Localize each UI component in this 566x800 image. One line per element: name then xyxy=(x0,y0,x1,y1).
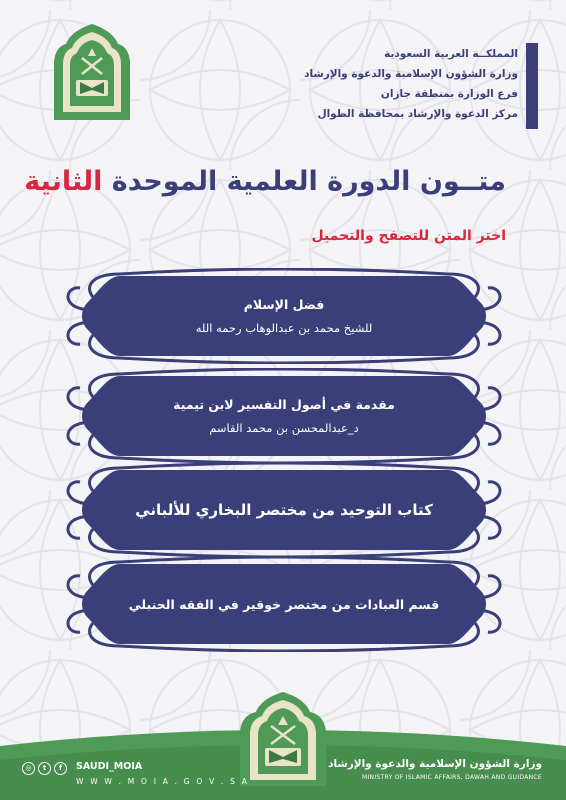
card-qism-al-ibadat[interactable] xyxy=(60,556,508,652)
card-text xyxy=(100,556,468,652)
card-title: كتاب التوحيد من مختصر البخاري للألباني xyxy=(135,501,433,519)
card-kitab-al-tawhid[interactable] xyxy=(60,462,508,558)
social-icons xyxy=(22,762,67,775)
page-subtitle: اختر المتن للتصفح والتحميل xyxy=(311,228,506,244)
footer-ministry-ar: وزارة الشؤون الإسلامية والدعوة والإرشاد xyxy=(328,758,542,770)
header-line-ministry: وزارة الشؤون الإسلامية والدعوة والإرشاد xyxy=(304,68,518,80)
facebook-icon[interactable]: f xyxy=(54,762,67,775)
website-url[interactable]: W W W . M O I A . G O V . S A xyxy=(76,777,250,786)
card-fadl-al-islam[interactable] xyxy=(60,268,508,364)
header-accent-bar xyxy=(526,43,538,129)
page-title xyxy=(24,166,506,197)
instagram-icon[interactable]: ◎ xyxy=(22,762,35,775)
header-text xyxy=(258,44,518,124)
card-author: د_عبدالمحسن بن محمد القاسم xyxy=(209,421,359,435)
card-text xyxy=(100,462,468,558)
social-handle: SAUDI_MOIA xyxy=(76,761,143,772)
card-text xyxy=(100,368,468,464)
footer-ministry xyxy=(328,758,542,781)
ministry-logo xyxy=(52,20,132,124)
page-title-main: متــون الدورة العلمية الموحدة xyxy=(111,166,506,197)
card-title: قسم العبادات من مختصر خوقير في الفقه الحنبلي xyxy=(128,596,440,612)
card-text xyxy=(100,268,468,364)
page-title-accent: الثانية xyxy=(24,166,103,197)
header xyxy=(0,0,566,140)
footer-ministry-en: MINISTRY OF ISLAMIC AFFAIRS, DAWAH AND GUIDANCE xyxy=(362,774,542,781)
card-title: فضل الإسلام xyxy=(243,297,325,312)
header-line-kingdom: المملكــة العربية السعودية xyxy=(384,48,518,60)
twitter-icon[interactable]: t xyxy=(38,762,51,775)
card-muqaddima-tafsir[interactable] xyxy=(60,368,508,464)
card-title: مقدمة في أصول التفسير لابن تيمية xyxy=(173,397,395,412)
card-author: للشيخ محمد بن عبدالوهاب رحمه الله xyxy=(195,321,373,335)
header-line-center: مركز الدعوة والإرشاد بمحافظة الطوال xyxy=(317,108,518,120)
ministry-logo-footer xyxy=(236,690,330,786)
header-line-branch: فرع الوزارة بمنطقة جازان xyxy=(380,88,518,100)
